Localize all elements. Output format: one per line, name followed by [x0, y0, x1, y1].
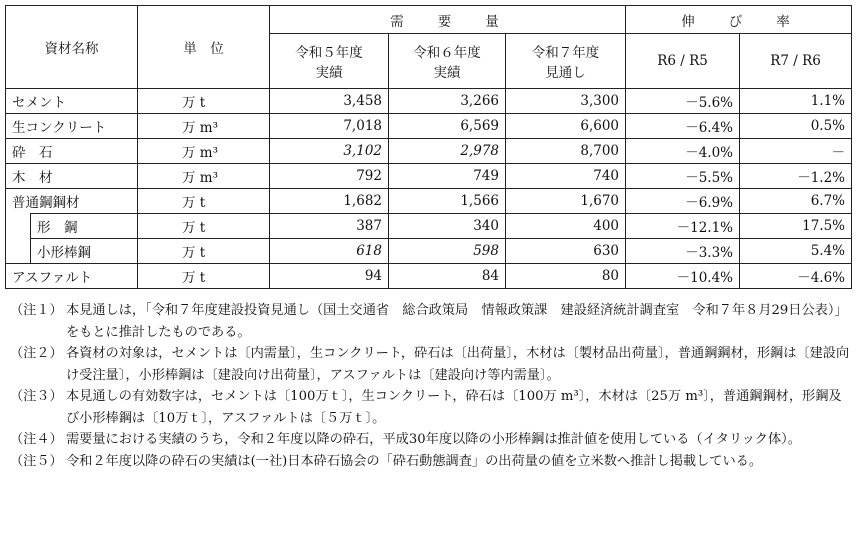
- header-r5: 令和５年度 実績: [270, 34, 389, 89]
- table-row: [6, 89, 852, 114]
- unit-cell: 万 t: [138, 189, 270, 214]
- unit-cell: 万 t: [138, 89, 270, 114]
- header-unit: 単 位: [138, 6, 270, 89]
- material-name: 生コンクリート: [6, 114, 138, 139]
- material-name: 木 材: [6, 164, 138, 189]
- unit-cell: 万 m³: [138, 139, 270, 164]
- value-r7: 740: [506, 164, 626, 189]
- value-r7: 3,300: [506, 89, 626, 114]
- table-row: [6, 139, 852, 164]
- unit-cell: 万 m³: [138, 164, 270, 189]
- table-row: [6, 214, 852, 239]
- growth-r7-r6: 5.4%: [740, 239, 852, 264]
- material-name: 小形棒鋼: [31, 239, 138, 264]
- value-r6: 598: [389, 239, 506, 264]
- value-r7: 6,600: [506, 114, 626, 139]
- footnote-label: （注５）: [10, 453, 63, 469]
- growth-r6-r5: －5.5%: [626, 164, 740, 189]
- value-r7: 80: [506, 264, 626, 289]
- growth-r7-r6: 6.7%: [740, 189, 852, 214]
- unit-cell: 万 m³: [138, 114, 270, 139]
- footnote: [10, 386, 850, 429]
- growth-r6-r5: －12.1%: [626, 214, 740, 239]
- value-r5: 7,018: [270, 114, 389, 139]
- growth-r6-r5: －5.6%: [626, 89, 740, 114]
- growth-r7-r6: －: [740, 139, 852, 164]
- material-name: 形 鋼: [31, 214, 138, 239]
- value-r5: 387: [270, 214, 389, 239]
- footnote: [10, 343, 850, 386]
- table-row: [6, 164, 852, 189]
- header-material: 資材名称: [6, 6, 138, 89]
- value-r5: 3,102: [270, 139, 389, 164]
- table-row: [6, 239, 852, 264]
- indent-cell: [6, 239, 31, 264]
- growth-r6-r5: －10.4%: [626, 264, 740, 289]
- growth-r7-r6: 0.5%: [740, 114, 852, 139]
- material-name: 砕 石: [6, 139, 138, 164]
- table-row: [6, 189, 852, 214]
- footnote-label: （注３）: [10, 389, 63, 404]
- value-r7: 630: [506, 239, 626, 264]
- header-growth-r6-r5: R6 / R5: [626, 34, 740, 89]
- footnote-label: （注２）: [10, 346, 63, 361]
- value-r5: 1,682: [270, 189, 389, 214]
- footnote-text: 需要量における実績のうち，令和２年度以降の砕石，平成30年度以降の小形棒鋼は推計値を使用している（イタリック体）。: [66, 432, 801, 447]
- value-r7: 8,700: [506, 139, 626, 164]
- value-r6: 84: [389, 264, 506, 289]
- value-r5: 3,458: [270, 89, 389, 114]
- growth-r7-r6: －1.2%: [740, 164, 852, 189]
- unit-cell: 万 t: [138, 214, 270, 239]
- growth-r7-r6: 1.1%: [740, 89, 852, 114]
- unit-cell: 万 t: [138, 239, 270, 264]
- growth-r6-r5: －6.9%: [626, 189, 740, 214]
- growth-r6-r5: －6.4%: [626, 114, 740, 139]
- value-r7: 1,670: [506, 189, 626, 214]
- footnote: [10, 300, 850, 343]
- table-row: [6, 264, 852, 289]
- value-r5: 618: [270, 239, 389, 264]
- value-r5: 94: [270, 264, 389, 289]
- value-r6: 3,266: [389, 89, 506, 114]
- growth-r6-r5: －4.0%: [626, 139, 740, 164]
- footnote-text: 各資材の対象は，セメントは〔内需量〕，生コンクリート，砕石は〔出荷量〕，木材は〔製材品出荷量〕，普通鋼鋼材，形鋼は〔建設向け受注量〕，小形棒鋼は〔建設向け出荷量〕，アスファルトは〔建設向け等内需量〕。: [66, 346, 850, 383]
- footnote-text: 本見通しは，「令和７年度建設投資見通し（国土交通省 総合政策局 情報政策課 建設経済統計調査室 令和７年８月29日公表）」をもとに推計したものである。: [66, 303, 848, 340]
- footnote-text: 本見通しの有効数字は，セメントは〔100万ｔ〕，生コンクリート，砕石は〔100万 m³〕，木材は〔25万 m³〕，普通鋼鋼材，形鋼及び小形棒鋼は〔10万ｔ〕，アスファルトは〔５万ｔ〕。: [66, 389, 842, 426]
- footnote-label: （注１）: [10, 303, 63, 318]
- table-row: [6, 114, 852, 139]
- value-r6: 2,978: [389, 139, 506, 164]
- material-name: 普通鋼鋼材: [6, 189, 138, 214]
- value-r6: 1,566: [389, 189, 506, 214]
- header-row-1: [6, 6, 852, 34]
- value-r6: 340: [389, 214, 506, 239]
- value-r7: 400: [506, 214, 626, 239]
- value-r6: 749: [389, 164, 506, 189]
- growth-r7-r6: 17.5%: [740, 214, 852, 239]
- header-growth-r7-r6: R7 / R6: [740, 34, 852, 89]
- footnotes: [10, 300, 850, 472]
- material-name: セメント: [6, 89, 138, 114]
- material-name: アスファルト: [6, 264, 138, 289]
- header-growth: 伸 び 率: [626, 6, 852, 34]
- header-r6: 令和６年度 実績: [389, 34, 506, 89]
- header-r7: 令和７年度 見通し: [506, 34, 626, 89]
- value-r6: 6,569: [389, 114, 506, 139]
- indent-cell: [6, 214, 31, 239]
- unit-cell: 万 t: [138, 264, 270, 289]
- header-demand: 需 要 量: [270, 6, 626, 34]
- footnote-text: 令和２年度以降の砕石の実績は(一社)日本砕石協会の「砕石動態調査」の出荷量の値を立米数へ推計し掲載している。: [66, 453, 763, 469]
- footnote: [10, 429, 850, 451]
- footnote: [10, 451, 850, 473]
- growth-r6-r5: －3.3%: [626, 239, 740, 264]
- value-r5: 792: [270, 164, 389, 189]
- construction-materials-demand-table: [5, 5, 852, 289]
- growth-r7-r6: －4.6%: [740, 264, 852, 289]
- footnote-label: （注４）: [10, 432, 63, 447]
